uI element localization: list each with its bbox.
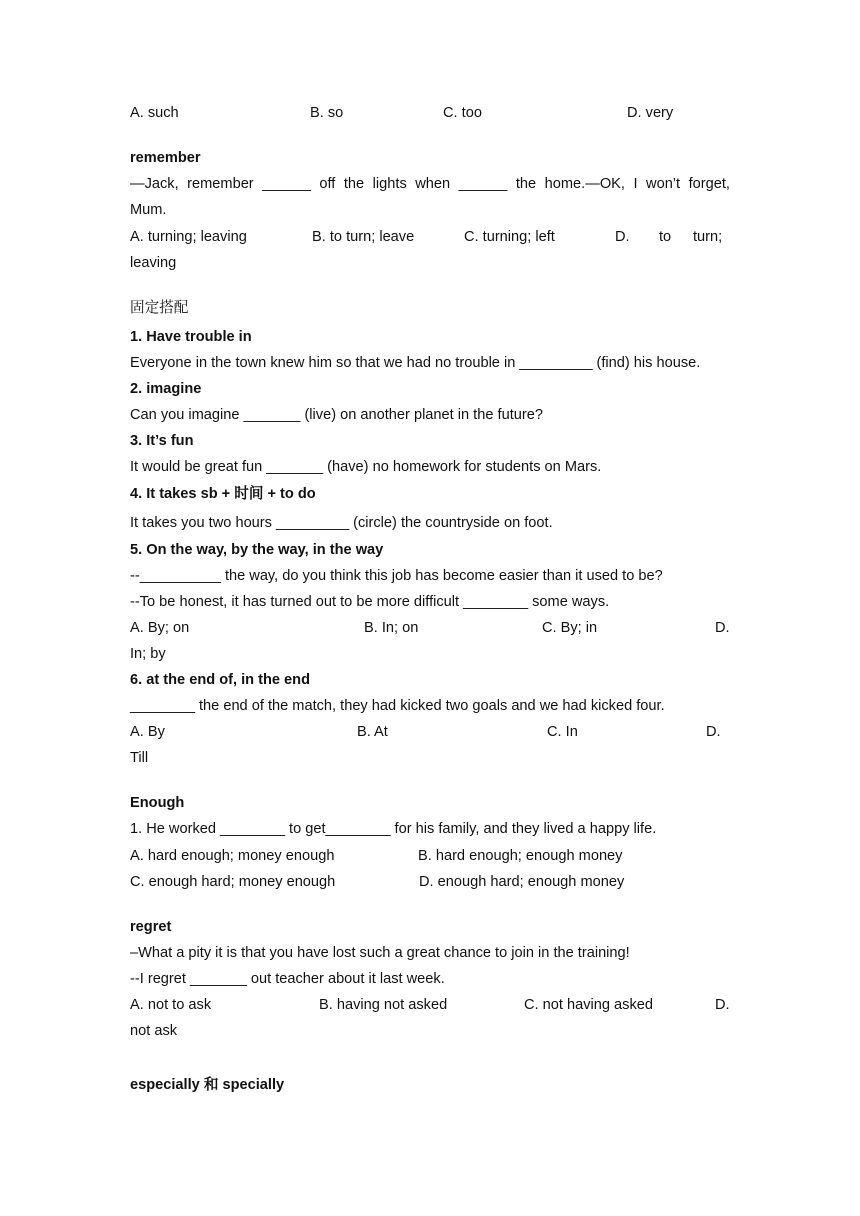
item-text: ________ the end of the match, they had kicked two goals and we had kicked four. — [130, 698, 665, 714]
option-d-word: to — [659, 229, 672, 245]
item-text: Can you imagine _______ (live) on another planet in the future? — [130, 407, 543, 423]
option-d-cont: not ask — [130, 1023, 178, 1039]
option-d-cont: Till — [130, 750, 149, 766]
option-b: B. At — [357, 724, 388, 740]
option-c: C. turning; left — [464, 229, 555, 245]
item-text: --To be honest, it has turned out to be more difficult ________ some ways. — [130, 594, 610, 610]
option-d: D. — [706, 724, 721, 740]
option-d: D. — [715, 620, 730, 636]
option-a: A. hard enough; money enough — [130, 848, 335, 864]
item-title: 1. Have trouble in — [130, 329, 252, 345]
option-a: A. turning; leaving — [130, 229, 247, 245]
option-d-cont: In; by — [130, 646, 166, 662]
item-text: It takes you two hours _________ (circle) the countryside on foot. — [130, 515, 553, 531]
question-text: 1. He worked ________ to get________ for his family, and they lived a happy life. — [130, 821, 657, 837]
item-text: Everyone in the town knew him so that we had no trouble in _________ (find) his house. — [130, 355, 701, 371]
option-d: D. very — [627, 105, 674, 121]
option-c: C. By; in — [542, 620, 598, 636]
question-text: —Jack, remember ______ off the lights when ______ the home.—OK, I won’t forget, — [130, 176, 730, 192]
option-b: B. having not asked — [319, 997, 448, 1013]
option-d-word: turn; — [693, 229, 723, 245]
option-c: C. enough hard; money enough — [130, 874, 336, 890]
item-text: It would be great fun _______ (have) no homework for students on Mars. — [130, 459, 602, 475]
item-title: 2. imagine — [130, 381, 202, 397]
item-title: 5. On the way, by the way, in the way — [130, 542, 384, 558]
section-heading: remember — [130, 150, 201, 166]
section-heading: regret — [130, 919, 172, 935]
option-b: B. hard enough; enough money — [418, 848, 623, 864]
question-text: –What a pity it is that you have lost such a great chance to join in the training! — [130, 945, 630, 961]
section-heading: Enough — [130, 795, 185, 811]
option-c: C. In — [547, 724, 578, 740]
option-d: D. enough hard; enough money — [419, 874, 625, 890]
item-title: 3. It’s fun — [130, 433, 194, 449]
option-b: B. so — [310, 105, 344, 121]
section-heading: especially 和 specially — [130, 1077, 285, 1093]
option-a: A. not to ask — [130, 997, 212, 1013]
option-a: A. By; on — [130, 620, 190, 636]
item-title: 4. It takes sb + 时间 + to do — [130, 486, 316, 502]
question-text: --I regret _______ out teacher about it last week. — [130, 971, 445, 987]
option-c: C. too — [443, 105, 482, 121]
item-title: 6. at the end of, in the end — [130, 672, 310, 688]
option-b: B. to turn; leave — [312, 229, 415, 245]
option-a: A. such — [130, 105, 179, 121]
option-d-cont: leaving — [130, 255, 177, 271]
section-heading: 固定搭配 — [130, 300, 189, 316]
option-d: D. — [615, 229, 630, 245]
option-a: A. By — [130, 724, 165, 740]
option-b: B. In; on — [364, 620, 419, 636]
item-text: --__________ the way, do you think this job has become easier than it used to be? — [130, 568, 663, 584]
question-text-cont: Mum. — [130, 202, 167, 218]
option-c: C. not having asked — [524, 997, 653, 1013]
option-d: D. — [715, 997, 730, 1013]
